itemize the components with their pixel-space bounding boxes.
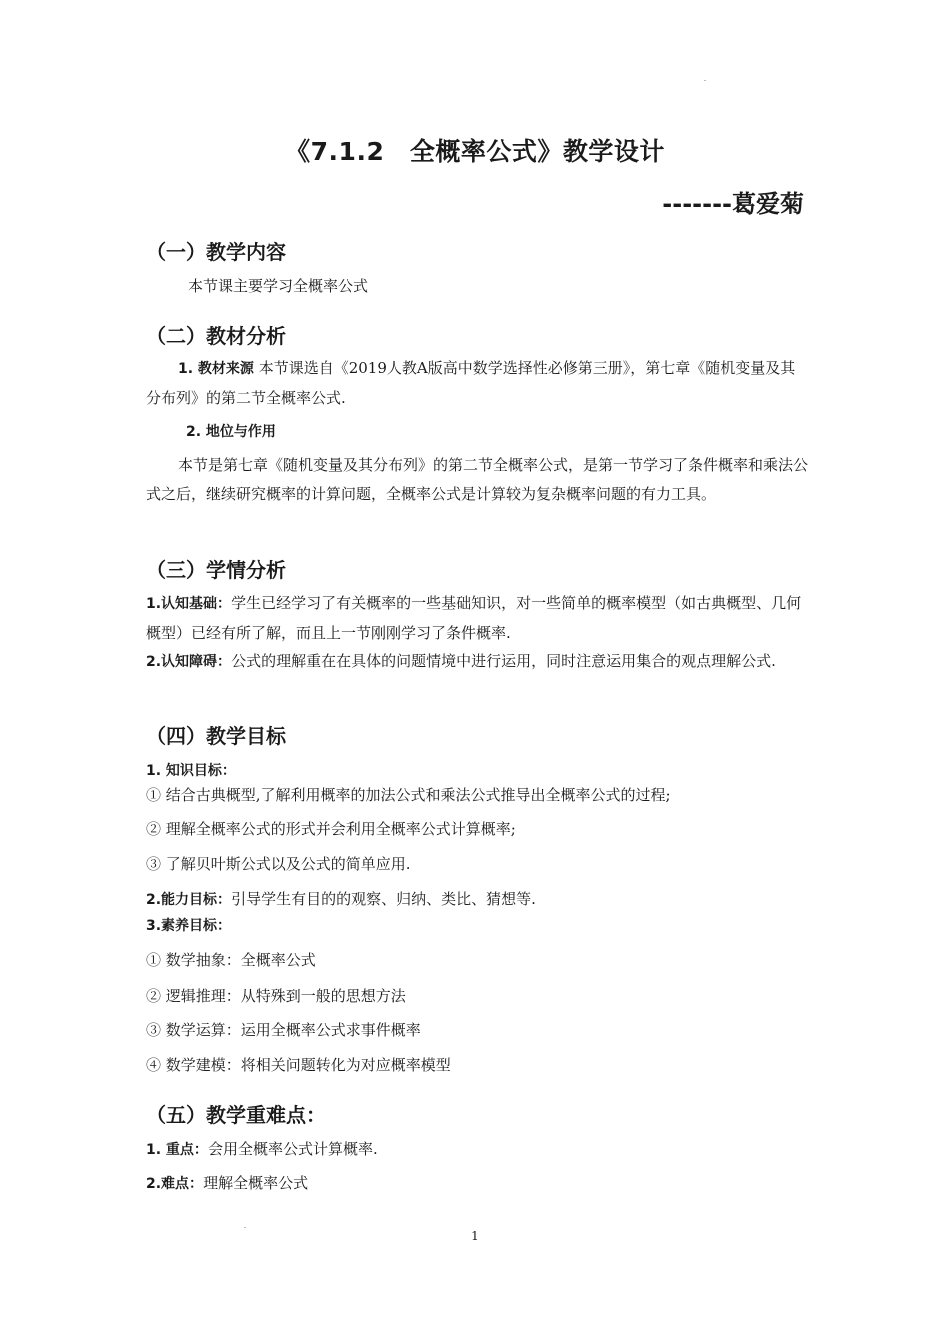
textbook-source-text: 本节课选自《2019人教A版高中数学选择性必修第三册》，第七章《随机变量及其分布列》的第二节全概率公式.: [146, 359, 796, 407]
scan-speck: [244, 1227, 246, 1228]
literacy-objective-item: ① 数学抽象：全概率公式: [146, 951, 316, 969]
section-heading-teaching-content: （一）教学内容: [146, 240, 286, 264]
literacy-objective-item: ④ 数学建模：将相关问题转化为对应概率模型: [146, 1056, 451, 1074]
section-heading-textbook-analysis: （二）教材分析: [146, 324, 286, 348]
textbook-source-label: 1. 教材来源: [178, 361, 254, 377]
section-heading-teaching-objectives: （四）教学目标: [146, 724, 286, 748]
ability-objective-text: 引导学生有目的的观察、归纳、类比、猜想等.: [231, 890, 536, 908]
knowledge-objective-item: ① 结合古典概型,了解利用概率的加法公式和乘法公式推导出全概率公式的过程;: [146, 786, 671, 804]
knowledge-objective-label: 1. 知识目标：: [146, 763, 236, 779]
cognitive-obstacle-label: 2.认知障碍：: [146, 654, 232, 670]
knowledge-objective-item: ② 理解全概率公式的形式并会利用全概率公式计算概率;: [146, 820, 516, 838]
document-title: 《7.1.2 全概率公式》教学设计: [285, 137, 665, 166]
literacy-objective-item: ② 逻辑推理：从特殊到一般的思想方法: [146, 987, 406, 1005]
difficult-point-label: 2.难点：: [146, 1176, 204, 1192]
ability-objective-label: 2.能力目标：: [146, 892, 232, 908]
key-point-text: 会用全概率公式计算概率.: [207, 1140, 378, 1158]
cognitive-basis-label: 1.认知基础：: [146, 596, 232, 612]
literacy-objective-label: 3.素养目标：: [146, 918, 232, 934]
knowledge-objective-item: ③ 了解贝叶斯公式以及公式的简单应用.: [146, 855, 411, 873]
difficult-point-text: 理解全概率公式: [203, 1174, 309, 1192]
role-label: 2. 地位与作用: [186, 424, 276, 440]
scan-speck: [704, 80, 706, 81]
role-label-line: [186, 417, 850, 447]
section-heading-key-difficult-points: （五）教学重难点：: [146, 1103, 326, 1127]
page-number: 1: [471, 1229, 479, 1243]
author-line: -------葛爱菊: [662, 190, 804, 218]
cognitive-basis-paragraph: [146, 589, 810, 648]
literacy-objective-item: ③ 数学运算：运用全概率公式求事件概率: [146, 1021, 421, 1039]
cognitive-obstacle-text: 公式的理解重在在具体的问题情境中进行运用，同时注意运用集合的观点理解公式.: [231, 652, 776, 670]
section-heading-learner-analysis: （三）学情分析: [146, 558, 286, 582]
cognitive-basis-text: 学生已经学习了有关概率的一些基础知识，对一些简单的概率模型（如古典概型、几何概型）已经有所了解，而且上一节刚刚学习了条件概率.: [146, 594, 802, 642]
textbook-source-paragraph: [146, 354, 810, 413]
role-paragraph: 本节是第七章《随机变量及其分布列》的第二节全概率公式，是第一节学习了条件概率和乘法公式之后，继续研究概率的计算问题，全概率公式是计算较为复杂概率问题的有力工具。: [146, 456, 809, 503]
key-point-paragraph: [146, 1135, 810, 1165]
key-point-label: 1. 重点：: [146, 1142, 208, 1158]
difficult-point-paragraph: [146, 1169, 810, 1199]
teaching-content-text: 本节课主要学习全概率公式: [188, 277, 369, 295]
literacy-objective-label-line: [146, 911, 810, 941]
cognitive-obstacle-paragraph: [146, 647, 810, 677]
